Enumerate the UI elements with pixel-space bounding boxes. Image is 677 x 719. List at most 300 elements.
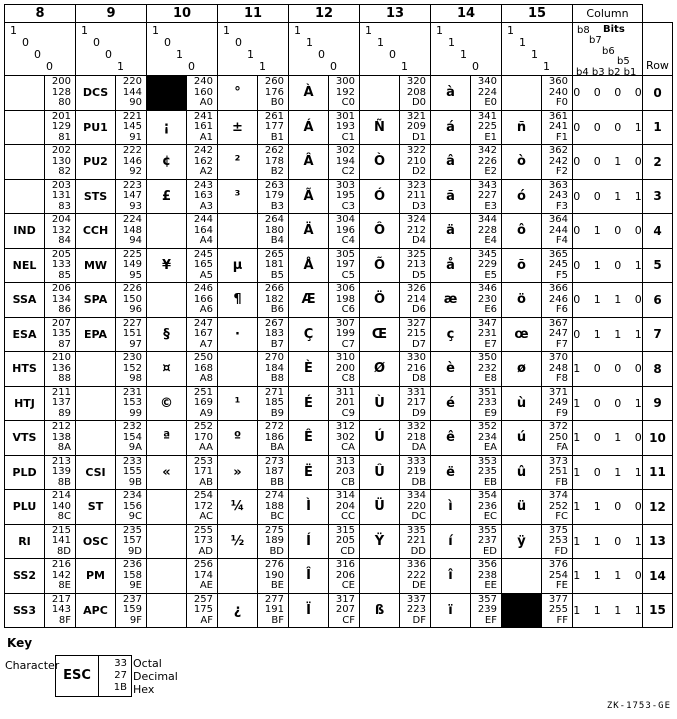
octal-value: 340: [477, 76, 497, 87]
octal-value: 222: [122, 145, 142, 156]
hex-value: 9E: [129, 580, 142, 591]
decimal-value: 142: [51, 569, 71, 581]
decimal-value: 133: [51, 259, 71, 270]
hex-value: 85: [58, 269, 71, 281]
code-cell: [258, 179, 289, 214]
character-cell: [5, 145, 45, 180]
decimal-value: 165: [193, 259, 213, 270]
octal-value: 377: [548, 593, 568, 605]
octal-value: 362: [548, 145, 568, 156]
hex-value: 84: [58, 235, 71, 246]
code-cell: [187, 593, 218, 628]
octal-value: 254: [193, 490, 213, 501]
decimal-value: 177: [264, 121, 284, 132]
hex-value: 82: [58, 166, 71, 177]
hex-value: A9: [199, 407, 213, 419]
decimal-value: 132: [51, 224, 71, 236]
bit-digit: 0: [46, 60, 53, 73]
hex-value: FC: [555, 511, 568, 522]
hex-value: C7: [341, 338, 355, 350]
octal-value: 333: [406, 455, 426, 467]
character-cell: Ò: [360, 145, 400, 180]
character-cell: OSC: [76, 524, 116, 559]
column-number-header: 8: [5, 5, 76, 23]
code-cell: [329, 421, 360, 456]
bit-digit: 0: [164, 36, 171, 49]
hex-value: D5: [411, 269, 426, 281]
code-cell: [258, 593, 289, 628]
decimal-value: 223: [406, 604, 426, 615]
character-cell: §: [147, 317, 187, 352]
bit-digit: 1: [377, 36, 384, 49]
hex-value: A3: [199, 200, 213, 212]
column-bit-pattern: [289, 23, 360, 76]
hex-value: 91: [129, 131, 142, 143]
column-bit-pattern: [431, 23, 502, 76]
character-cell: É: [289, 386, 329, 421]
bit-digit: 1: [401, 60, 408, 73]
octal-value: 367: [548, 317, 568, 329]
character-cell: Î: [289, 559, 329, 594]
hex-value: 80: [58, 97, 71, 108]
character-cell: í: [431, 524, 471, 559]
hex-value: E2: [484, 166, 497, 177]
hex-value: 9B: [128, 476, 142, 488]
bit-digit: 0: [330, 60, 337, 73]
octal-value: 336: [406, 559, 426, 570]
column-bit-pattern: [5, 23, 76, 76]
decimal-value: 141: [51, 535, 71, 546]
code-cell: [116, 317, 147, 352]
hex-value: F5: [555, 269, 568, 281]
bit-digit: 1: [507, 24, 514, 37]
decimal-value: 160: [193, 86, 213, 98]
row-number: 11: [643, 455, 673, 490]
decimal-value: 193: [335, 121, 355, 132]
decimal-value: 155: [122, 466, 142, 477]
octal-value: 252: [193, 421, 213, 432]
decimal-value: 228: [477, 224, 497, 236]
octal-value: 317: [335, 593, 355, 605]
code-cell: [542, 179, 573, 214]
character-cell: [218, 559, 258, 594]
character-cell: Ë: [289, 455, 329, 490]
row-number: 2: [643, 145, 673, 180]
octal-value: 335: [406, 524, 426, 536]
decimal-value: 212: [406, 224, 426, 236]
character-cell: HTS: [5, 352, 45, 387]
code-cell: [187, 559, 218, 594]
code-cell: [116, 110, 147, 145]
table-row: [5, 317, 673, 352]
decimal-value: 195: [335, 190, 355, 201]
octal-value: 202: [51, 145, 71, 156]
decimal-value: 203: [335, 466, 355, 477]
octal-value: 210: [51, 352, 71, 363]
hex-value: D1: [411, 131, 426, 143]
character-cell: Ù: [360, 386, 400, 421]
row-number: 9: [643, 386, 673, 421]
decimal-value: 233: [477, 397, 497, 408]
octal-value: 225: [122, 248, 142, 260]
code-cell: [116, 214, 147, 249]
octal-value: 266: [264, 283, 284, 294]
octal-value: 361: [548, 110, 568, 122]
decimal-value: 229: [477, 259, 497, 270]
octal-value: 350: [477, 352, 497, 363]
code-cell: [471, 455, 502, 490]
code-cell: [400, 386, 431, 421]
octal-value: 365: [548, 248, 568, 260]
character-cell: Ä: [289, 214, 329, 249]
octal-value: 315: [335, 524, 355, 536]
decimal-value: 243: [548, 190, 568, 201]
octal-value: 306: [335, 283, 355, 294]
character-cell: ú: [502, 421, 542, 456]
code-cell: [400, 559, 431, 594]
character-cell: [5, 179, 45, 214]
code-cell: [400, 283, 431, 318]
octal-value: 263: [264, 179, 284, 191]
character-cell: ë: [431, 455, 471, 490]
code-cell: [45, 317, 76, 352]
octal-value: 304: [335, 214, 355, 225]
decimal-value: 214: [406, 293, 426, 305]
hex-value: E9: [484, 407, 497, 419]
character-cell: õ: [502, 248, 542, 283]
character-cell: Ñ: [360, 110, 400, 145]
row-low-bits: 0 1 1 0: [573, 283, 643, 318]
character-cell: IND: [5, 214, 45, 249]
bit-digit: 1: [460, 48, 467, 61]
character-cell: ¥: [147, 248, 187, 283]
row-number: 12: [643, 490, 673, 525]
hex-value: 95: [129, 269, 142, 281]
hex-value: 8B: [57, 476, 71, 488]
decimal-value: 248: [548, 362, 568, 374]
character-cell: å: [431, 248, 471, 283]
code-cell: [542, 248, 573, 283]
hex-value: C4: [341, 235, 355, 246]
code-cell: [471, 145, 502, 180]
bits-legend: [573, 23, 643, 76]
code-cell: [329, 214, 360, 249]
character-cell: DCS: [76, 76, 116, 111]
decimal-value: 241: [548, 121, 568, 132]
hex-value: E5: [484, 269, 497, 281]
octal-value: 221: [122, 110, 142, 122]
table-row: [5, 593, 673, 628]
decimal-value: 183: [264, 328, 284, 339]
decimal-value: 179: [264, 190, 284, 201]
code-cell: [116, 559, 147, 594]
hex-value: BC: [270, 511, 284, 522]
code-cell: [329, 352, 360, 387]
character-cell: [147, 559, 187, 594]
hex-value: AD: [198, 545, 213, 557]
hex-value: EE: [484, 580, 497, 591]
hex-value: B5: [270, 269, 284, 281]
hex-value: C0: [341, 97, 355, 108]
hex-value: ED: [482, 545, 497, 557]
character-cell: Œ: [360, 317, 400, 352]
column-number-header: 14: [431, 5, 502, 23]
key-example-codes: [99, 656, 131, 696]
decimal-value: 143: [51, 604, 71, 615]
octal-value: 265: [264, 248, 284, 260]
character-cell: Ô: [360, 214, 400, 249]
hex-value: 93: [129, 200, 142, 212]
decimal-value: 245: [548, 259, 568, 270]
character-cell: ¿: [218, 593, 258, 628]
hex-value: 8D: [56, 545, 71, 557]
row-number: 8: [643, 352, 673, 387]
bits-title: Bits: [603, 24, 625, 35]
hex-value: 90: [129, 97, 142, 108]
decimal-value: 178: [264, 155, 284, 167]
hex-value: B0: [270, 97, 284, 108]
octal-value: 242: [193, 145, 213, 156]
decimal-value: 251: [548, 466, 568, 477]
decimal-value: 166: [193, 293, 213, 305]
hex-value: FB: [555, 476, 568, 488]
code-cell: [471, 593, 502, 628]
decimal-value: 206: [335, 569, 355, 581]
hex-value: E1: [484, 131, 497, 143]
code-cell: [45, 214, 76, 249]
octal-value: 250: [193, 352, 213, 363]
hex-value: 89: [58, 407, 71, 419]
hex-value: 9C: [128, 511, 142, 522]
octal-value: 251: [193, 386, 213, 398]
character-cell: Û: [360, 455, 400, 490]
character-cell: Ó: [360, 179, 400, 214]
octal-value: 206: [51, 283, 71, 294]
character-cell: Õ: [360, 248, 400, 283]
table-row: [5, 110, 673, 145]
hex-value: CC: [341, 511, 355, 522]
octal-value: 314: [335, 490, 355, 501]
key-example-hex: 1B: [113, 682, 127, 693]
code-cell: [329, 76, 360, 111]
hex-value: BB: [270, 476, 284, 488]
bit-digit: 0: [318, 48, 325, 61]
decimal-value: 246: [548, 293, 568, 305]
header-row-bit-patterns: [5, 23, 673, 76]
code-cell: [258, 214, 289, 249]
row-header-label: Row: [643, 23, 673, 76]
hex-value: B9: [270, 407, 284, 419]
character-cell: SPA: [76, 283, 116, 318]
row-low-bits: 0 1 0 0: [573, 214, 643, 249]
bit-names-low: b4 b3 b2 b1: [576, 67, 637, 78]
key-example-octal: 33: [114, 658, 127, 669]
code-cell: [400, 352, 431, 387]
hex-value: BD: [269, 545, 284, 557]
code-cell: [471, 386, 502, 421]
code-cell: [45, 490, 76, 525]
code-cell: [116, 455, 147, 490]
bit-digit: 1: [365, 24, 372, 37]
octal-value: 320: [406, 76, 426, 87]
bit-digit: 0: [188, 60, 195, 73]
bit-name-b6: b6: [602, 46, 615, 57]
code-cell: [258, 110, 289, 145]
decimal-value: 234: [477, 431, 497, 443]
character-cell: œ: [502, 317, 542, 352]
hex-value: F6: [555, 304, 568, 315]
code-cell: [329, 524, 360, 559]
code-cell: [187, 76, 218, 111]
code-cell: [116, 386, 147, 421]
decimal-value: 190: [264, 569, 284, 581]
decimal-value: 176: [264, 86, 284, 98]
octal-value: 301: [335, 110, 355, 122]
decimal-value: 153: [122, 397, 142, 408]
octal-value: 215: [51, 524, 71, 536]
code-cell: [542, 593, 573, 628]
character-cell: Ø: [360, 352, 400, 387]
key-hex-label: Hex: [133, 683, 155, 696]
code-cell: [329, 110, 360, 145]
code-cell: [258, 248, 289, 283]
octal-value: 245: [193, 248, 213, 260]
bit-digit: 1: [531, 48, 538, 61]
octal-value: 332: [406, 421, 426, 432]
decimal-value: 196: [335, 224, 355, 236]
code-cell: [45, 559, 76, 594]
bit-digit: 1: [223, 24, 230, 37]
octal-value: 256: [193, 559, 213, 570]
octal-value: 302: [335, 145, 355, 156]
character-cell: EPA: [76, 317, 116, 352]
code-cell: [187, 421, 218, 456]
decimal-value: 244: [548, 224, 568, 236]
bit-digit: 1: [81, 24, 88, 37]
decimal-value: 210: [406, 155, 426, 167]
character-cell: APC: [76, 593, 116, 628]
key-decimal-label: Decimal: [133, 670, 178, 683]
hex-value: CD: [340, 545, 355, 557]
octal-value: 236: [122, 559, 142, 570]
code-cell: [542, 214, 573, 249]
octal-value: 240: [193, 76, 213, 87]
character-cell: Ç: [289, 317, 329, 352]
code-cell: [329, 248, 360, 283]
character-cell: ò: [502, 145, 542, 180]
decimal-value: 128: [51, 86, 71, 98]
row-number: 4: [643, 214, 673, 249]
code-cell: [258, 455, 289, 490]
hex-value: AF: [200, 614, 213, 626]
bit-name-b7: b7: [589, 35, 602, 46]
code-cell: [187, 214, 218, 249]
hex-value: D9: [411, 407, 426, 419]
character-cell: Ê: [289, 421, 329, 456]
hex-value: E7: [484, 338, 497, 350]
column-number-header: 11: [218, 5, 289, 23]
hex-value: F9: [555, 407, 568, 419]
code-cell: [471, 352, 502, 387]
bit-digit: 0: [472, 60, 479, 73]
code-cell: [400, 421, 431, 456]
decimal-value: 240: [548, 86, 568, 98]
row-low-bits: 1 1 1 1: [573, 593, 643, 628]
octal-value: 204: [51, 214, 71, 225]
character-cell: [76, 386, 116, 421]
code-cell: [116, 524, 147, 559]
row-low-bits: 0 1 0 1: [573, 248, 643, 283]
column-bit-pattern: [360, 23, 431, 76]
code-cell: [45, 110, 76, 145]
key-character-label: Character: [5, 659, 60, 672]
row-low-bits: 1 0 1 0: [573, 421, 643, 456]
octal-value: 364: [548, 214, 568, 225]
code-cell: [542, 524, 573, 559]
character-cell: ST: [76, 490, 116, 525]
character-cell: MW: [76, 248, 116, 283]
character-cell: [5, 110, 45, 145]
hex-value: DF: [412, 614, 426, 626]
decimal-value: 194: [335, 155, 355, 167]
hex-value: F1: [555, 131, 568, 143]
octal-value: 220: [122, 76, 142, 87]
hex-value: 9F: [129, 614, 142, 626]
code-cell: [187, 283, 218, 318]
octal-value: 230: [122, 352, 142, 363]
character-cell: ö: [502, 283, 542, 318]
row-number: 7: [643, 317, 673, 352]
decimal-value: 185: [264, 397, 284, 408]
hex-value: DA: [411, 442, 426, 453]
bit-digit: 1: [259, 60, 266, 73]
row-number: 13: [643, 524, 673, 559]
decimal-value: 217: [406, 397, 426, 408]
code-cell: [187, 386, 218, 421]
character-cell: VTS: [5, 421, 45, 456]
octal-value: 213: [51, 455, 71, 467]
code-cell: [329, 593, 360, 628]
column-number-header: 9: [76, 5, 147, 23]
hex-value: E8: [484, 373, 497, 384]
octal-value: 346: [477, 283, 497, 294]
code-cell: [542, 455, 573, 490]
table-body: [5, 76, 673, 628]
octal-value: 334: [406, 490, 426, 501]
code-cell: [116, 421, 147, 456]
octal-value: 224: [122, 214, 142, 225]
character-cell: ·: [218, 317, 258, 352]
octal-value: 363: [548, 179, 568, 191]
code-cell: [45, 593, 76, 628]
character-cell: CSI: [76, 455, 116, 490]
decimal-value: 169: [193, 397, 213, 408]
octal-value: 373: [548, 455, 568, 467]
table-row: [5, 248, 673, 283]
octal-value: 313: [335, 455, 355, 467]
code-cell: [116, 145, 147, 180]
hex-value: D4: [411, 235, 426, 246]
hex-value: C8: [341, 373, 355, 384]
decimal-value: 242: [548, 155, 568, 167]
decimal-value: 174: [193, 569, 213, 581]
bit-digit: 1: [543, 60, 550, 73]
hex-value: 8F: [58, 614, 71, 626]
column-number-header: 15: [502, 5, 573, 23]
decimal-value: 227: [477, 190, 497, 201]
character-cell: [147, 593, 187, 628]
decimal-value: 199: [335, 328, 355, 339]
